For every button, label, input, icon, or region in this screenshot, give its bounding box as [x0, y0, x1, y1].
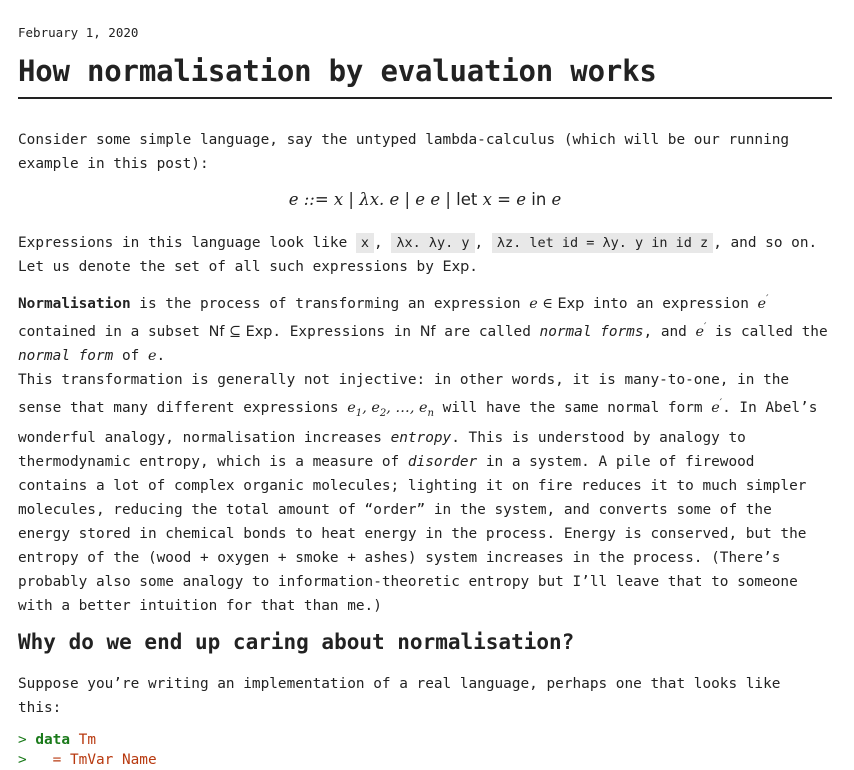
paragraph-intro: Consider some simple language, say the untyped lambda-calculus (which will be our running example in this post):	[18, 132, 790, 172]
text: . Expressions in	[272, 323, 420, 340]
text: contained in a subset	[18, 323, 209, 340]
paragraph-implementation: Suppose you’re writing an implementation of a real language, perhaps one that looks like this:	[18, 676, 781, 716]
text: is the process of transforming an expression	[130, 295, 530, 312]
math-exp: Exp	[442, 259, 470, 275]
math-e-list: $e_1$, $e_2$, …, $e_n$	[347, 399, 434, 419]
code-line-2: = TmVar Name	[52, 752, 157, 768]
em-normal-forms: normal forms	[539, 323, 644, 340]
text: , and so on. Let us denote the set of all such expressions by	[18, 235, 818, 275]
code-keyword-data: data	[35, 732, 70, 748]
math-nf-subset: Nf ⊆ Exp	[208, 323, 273, 340]
code-type-tm: Tm	[78, 732, 96, 748]
section-heading: Why do we end up caring about normalisation?	[18, 630, 575, 654]
em-disorder: disorder	[407, 453, 478, 470]
text: . In Abel’s wonderful analogy, normalisation increases	[18, 399, 818, 446]
paragraph-entropy	[18, 368, 832, 618]
grammar-display	[18, 190, 832, 209]
text: This transformation is generally not injective: in other words, it is many-to-one, in the sense that many different expressions	[18, 372, 790, 416]
text: will have the same normal form	[434, 399, 712, 416]
code-prompt: >	[18, 732, 27, 748]
text: of	[113, 347, 148, 364]
code-prompt: >	[18, 752, 27, 768]
page-title: How normalisation by evaluation works	[18, 50, 832, 99]
paragraph-normalisation	[18, 288, 832, 368]
text: are called	[435, 323, 540, 340]
grammar-in: in	[531, 190, 547, 209]
math-e-prime: e′	[711, 398, 723, 416]
text: , and	[643, 323, 696, 340]
grammar-lhs: e ::= x | λx. e | e e |	[288, 190, 457, 209]
code-block	[18, 730, 157, 770]
text: .	[469, 259, 478, 275]
grammar-tail: e	[546, 190, 562, 209]
grammar-let: let	[456, 190, 478, 209]
code-example-x: x	[356, 233, 374, 253]
post-date: February 1, 2020	[18, 25, 139, 40]
grammar-mid: x = e	[477, 190, 532, 209]
math-nf: Nf	[419, 323, 436, 340]
text: .	[156, 347, 166, 364]
text: Expressions in this language look like	[18, 235, 356, 251]
math-e-prime: e′	[695, 321, 707, 340]
math-e-in-exp: e ∈ Exp	[529, 295, 585, 312]
math-e-prime: e′	[757, 294, 769, 312]
code-example-lambda: λx. λy. y	[391, 233, 474, 253]
math-e: e	[147, 347, 157, 364]
text: . This is understood by analogy to thermodynamic entropy, which is a measure of	[18, 429, 746, 470]
em-entropy: entropy	[390, 429, 452, 446]
text: is called the	[706, 323, 828, 340]
em-normal-form: normal form	[18, 347, 114, 364]
text: into an expression	[584, 295, 758, 312]
text: in a system. A pile of firewood contains a lot of complex organic molecules; lighting it on fire reduces it to much simpler molecules, reducing the total amount of “order” in the system, and converts some of the energy stored in chemical bonds to heat energy in the process. Energy is conserved, but the entropy of the (wood + oxygen + smoke + ashes) system increases in the process. (There’s probably also some analogy to information-theoretic entropy but I’ll leave that to someone with a better intuition for that than me.)	[18, 453, 807, 614]
paragraph-expressions: Expressions in this language look like x , λx. λy. y , λz. let id = λy. y in id z , and so on. Let us denote the set of all such expressions by Exp.	[18, 235, 818, 275]
term-normalisation: Normalisation	[18, 295, 131, 312]
code-example-let: λz. let id = λy. y in id z	[492, 233, 713, 253]
